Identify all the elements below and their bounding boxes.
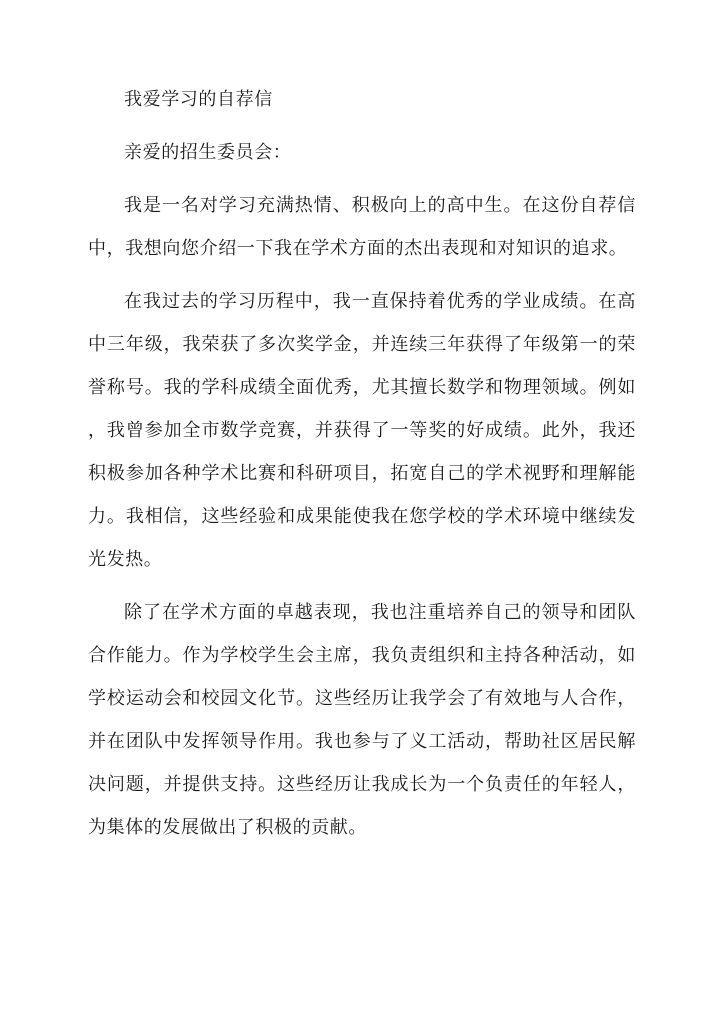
- letter-salutation: 亲爱的招生委员会：: [124, 142, 292, 163]
- paragraph-line: 誉称号。我的学科成绩全面优秀，尤其擅长数学和物理领域。例如: [88, 377, 636, 398]
- paragraph-line: 光发热。: [88, 549, 163, 570]
- paragraph-line: 中三年级，我荣获了多次奖学金，并连续三年获得了年级第一的荣: [88, 334, 636, 355]
- paragraph-1: [88, 184, 636, 270]
- paragraph-line: 我是一名对学习充满热情、积极向上的高中生。在这份自荐信: [124, 195, 636, 216]
- letter-title: 我爱学习的自荐信: [124, 89, 273, 110]
- paragraph-2: [88, 280, 636, 581]
- letter-page: [88, 78, 636, 859]
- paragraph-line: 决问题，并提供支持。这些经历让我成长为一个负责任的年轻人，: [88, 774, 636, 795]
- paragraph-3: [88, 591, 636, 849]
- paragraph-line: 并在团队中发挥领导作用。我也参与了义工活动，帮助社区居民解: [88, 731, 636, 752]
- paragraph-line: 为集体的发展做出了积极的贡献。: [88, 817, 367, 838]
- paragraph-line: ，我曾参加全市数学竞赛，并获得了一等奖的好成绩。此外，我还: [88, 420, 636, 441]
- paragraph-line: 除了在学术方面的卓越表现，我也注重培养自己的领导和团队: [124, 602, 636, 623]
- paragraph-line: 在我过去的学习历程中，我一直保持着优秀的学业成绩。在高: [124, 291, 636, 312]
- paragraph-line: 学校运动会和校园文化节。这些经历让我学会了有效地与人合作，: [88, 688, 636, 709]
- paragraph-line: 力。我相信，这些经验和成果能使我在您学校的学术环境中继续发: [88, 506, 636, 527]
- paragraph-line: 积极参加各种学术比赛和科研项目，拓宽自己的学术视野和理解能: [88, 463, 636, 484]
- paragraph-line: 中，我想向您介绍一下我在学术方面的杰出表现和对知识的追求。: [88, 238, 628, 259]
- paragraph-line: 合作能力。作为学校学生会主席，我负责组织和主持各种活动，如: [88, 645, 636, 666]
